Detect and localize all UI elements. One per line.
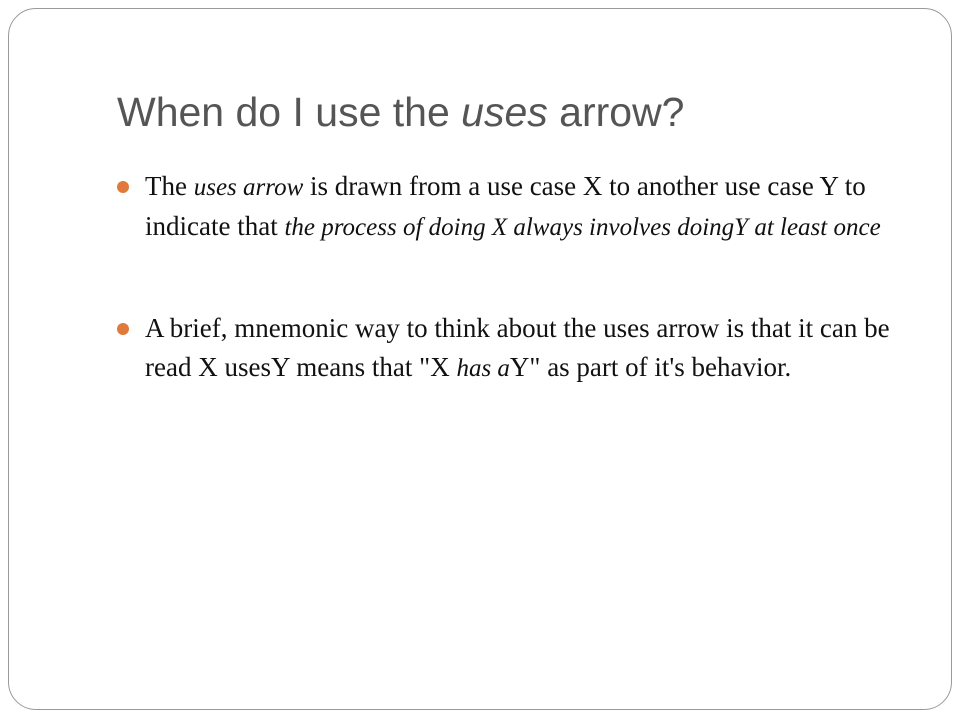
bullet-dot-icon: [117, 323, 129, 335]
bullet-text: is drawn from a use case X to another use case Y to indicate that: [145, 171, 866, 241]
bullet-item: [117, 309, 907, 388]
title-text: When do I use the: [117, 89, 462, 135]
bullet-emphasis: the process of doing X always involves doingY at least once: [284, 214, 881, 241]
bullet-emphasis: has a: [456, 355, 510, 382]
bullet-dot-icon: [117, 181, 129, 193]
bullet-text: A brief, mnemonic way to think about the uses arrow is that it can be read X usesY means that "X: [145, 313, 890, 382]
title-emphasis: uses: [461, 89, 548, 135]
bullet-text: The: [145, 171, 194, 201]
slide-frame: [8, 8, 952, 710]
bullet-text: Y" as part of it's behavior.: [509, 352, 792, 382]
slide-title: [117, 89, 684, 136]
bullet-item: [117, 167, 907, 247]
title-text-end: arrow?: [547, 89, 685, 135]
bullet-list: [117, 167, 907, 388]
bullet-emphasis: uses arrow: [193, 174, 304, 201]
